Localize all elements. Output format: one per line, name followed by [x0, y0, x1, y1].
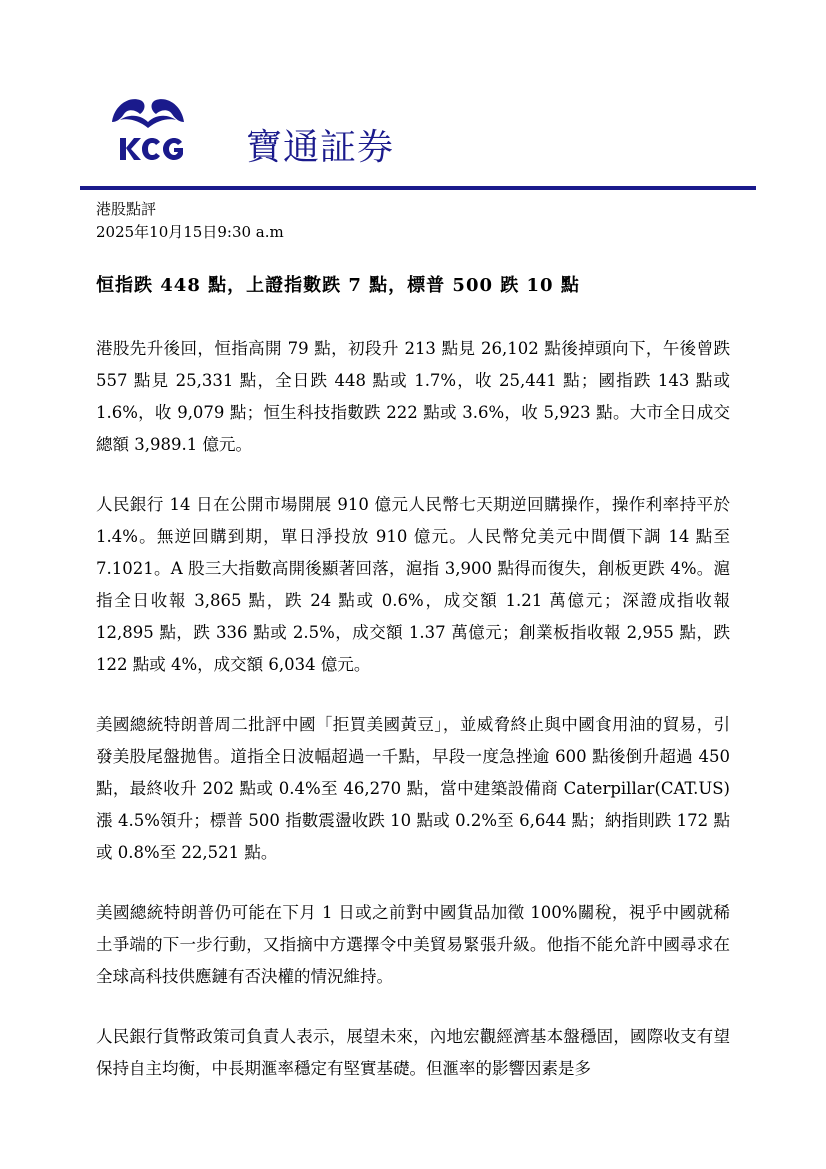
brand-name: 寶通証券 [246, 127, 395, 168]
report-meta [96, 198, 284, 244]
kcg-logo [106, 92, 190, 164]
paragraph-us-market: 美國總統特朗普周二批評中國「拒買美國黃豆」，並威脅終止與中國食用油的貿易，引發美股尾盤拋售。道指全日波幅超過一千點，早段一度急挫逾 600 點後倒升超過 450 點，最終收升 202 點或 0.4%至 46,270 點，當中建築設備商 Caterpillar(CAT.US) 漲 4.5%領升；標普 500 指數震盪收跌 10 點或 0.2%至 6,644 點；納指則跌 172 點或 0.8%至 22,521 點。 [96, 715, 730, 862]
report-datetime: 2025年10月15日9:30 a.m [96, 223, 284, 241]
paragraph-pboc: 人民銀行貨幣政策司負責人表示，展望未來，內地宏觀經濟基本盤穩固，國際收支有望保持自主均衡，中長期滙率穩定有堅實基礎。但滙率的影響因素是多 [96, 1027, 730, 1078]
article-body [96, 333, 730, 1113]
paragraph-hk-market: 港股先升後回，恒指高開 79 點，初段升 213 點見 26,102 點後掉頭向下，午後曾跌 557 點見 25,331 點，全日跌 448 點或 1.7%，收 25,441 點；國指跌 143 點或 1.6%，收 9,079 點；恒生科技指數跌 222 點或 3.6%，收 5,923 點。大市全日成交總額 3,989.1 億元。 [96, 339, 730, 454]
report-section: 港股點評 [96, 200, 157, 218]
header-divider [80, 186, 756, 190]
paragraph-tariffs: 美國總統特朗普仍可能在下月 1 日或之前對中國貨品加徵 100%關稅，視乎中國就稀土爭端的下一步行動，又指摘中方選擇令中美貿易緊張升級。他指不能允許中國尋求在全球高科技供應鏈有否決權的情況維持。 [96, 903, 730, 986]
paragraph-china-market: 人民銀行 14 日在公開市場開展 910 億元人民幣七天期逆回購操作，操作利率持平於 1.4%。無逆回購到期，單日淨投放 910 億元。人民幣兌美元中間價下調 14 點至 7.1021。A 股三大指數高開後顯著回落，滬指 3,900 點得而復失，創板更跌 4%。滬指全日收報 3,865 點，跌 24 點或 0.6%，成交額 1.21 萬億元；深證成指收報 12,895 點，跌 336 點或 2.5%，成交額 1.37 萬億元；創業板指收報 2,955 點，跌 122 點或 4%，成交額 6,034 億元。 [96, 495, 730, 674]
headline: 恒指跌 448 點，上證指數跌 7 點，標普 500 跌 10 點 [96, 275, 580, 296]
